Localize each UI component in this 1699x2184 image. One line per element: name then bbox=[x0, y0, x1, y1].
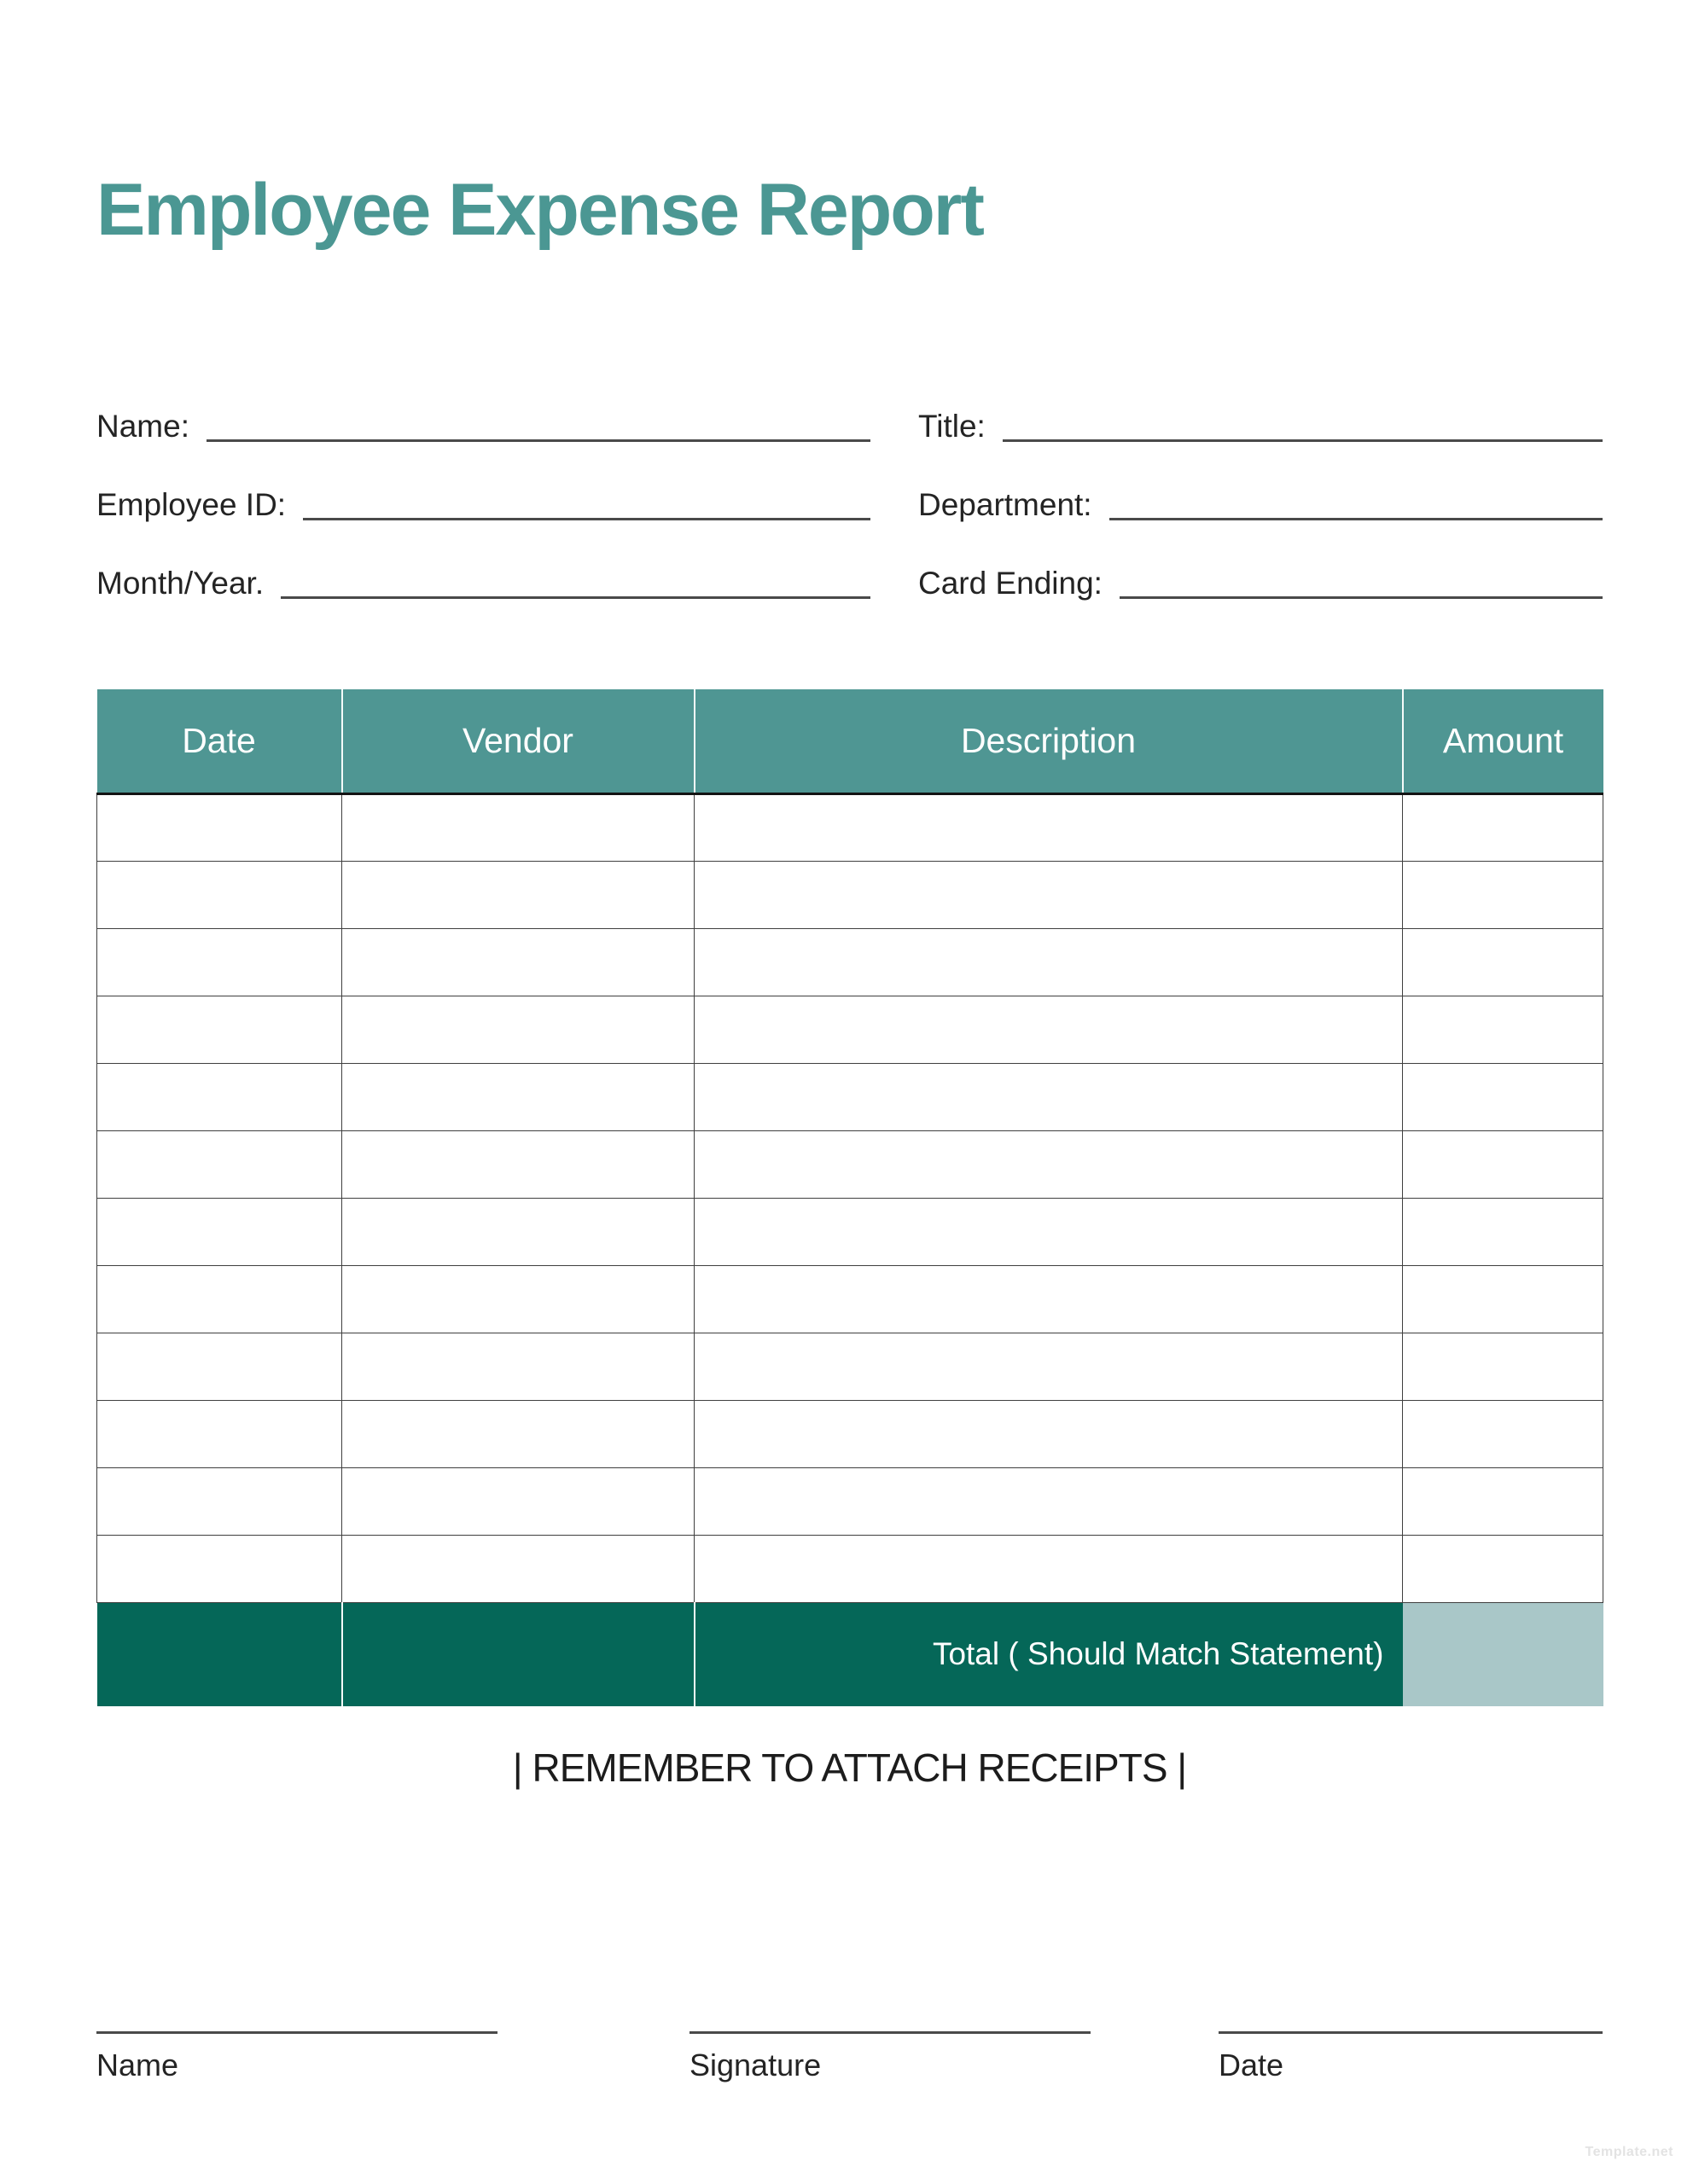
expense-cell[interactable] bbox=[1403, 1467, 1603, 1535]
month-year-label: Month/Year. bbox=[96, 566, 265, 601]
expense-row bbox=[97, 793, 1603, 861]
employee-id-input-line[interactable] bbox=[303, 518, 870, 520]
expense-table-header bbox=[97, 689, 1603, 793]
month-year-field-row bbox=[96, 557, 870, 601]
expense-cell[interactable] bbox=[695, 1063, 1403, 1130]
expense-cell[interactable] bbox=[1403, 996, 1603, 1063]
expense-cell[interactable] bbox=[342, 1063, 695, 1130]
expense-cell[interactable] bbox=[97, 1535, 342, 1602]
expense-cell[interactable] bbox=[1403, 1265, 1603, 1333]
column-header-date: Date bbox=[97, 689, 342, 793]
expense-cell[interactable] bbox=[1403, 793, 1603, 861]
expense-cell[interactable] bbox=[342, 1400, 695, 1467]
expense-row bbox=[97, 1130, 1603, 1198]
expense-row bbox=[97, 1400, 1603, 1467]
expense-row bbox=[97, 928, 1603, 996]
total-label: Total ( Should Match Statement) bbox=[695, 1602, 1403, 1706]
expense-cell[interactable] bbox=[97, 1333, 342, 1400]
expense-cell[interactable] bbox=[695, 1130, 1403, 1198]
expense-cell[interactable] bbox=[695, 793, 1403, 861]
expense-cell[interactable] bbox=[342, 996, 695, 1063]
expense-row bbox=[97, 1333, 1603, 1400]
expense-cell[interactable] bbox=[97, 928, 342, 996]
title-label: Title: bbox=[918, 409, 986, 444]
expense-cell[interactable] bbox=[695, 1333, 1403, 1400]
expense-cell[interactable] bbox=[342, 1333, 695, 1400]
expense-row bbox=[97, 1198, 1603, 1265]
expense-cell[interactable] bbox=[695, 861, 1403, 928]
expense-cell[interactable] bbox=[1403, 1333, 1603, 1400]
expense-cell[interactable] bbox=[1403, 861, 1603, 928]
expense-cell[interactable] bbox=[342, 1130, 695, 1198]
column-header-vendor: Vendor bbox=[342, 689, 695, 793]
expense-cell[interactable] bbox=[342, 1198, 695, 1265]
expense-cell[interactable] bbox=[342, 861, 695, 928]
expense-row bbox=[97, 1063, 1603, 1130]
signature-date-field bbox=[1219, 2031, 1603, 2083]
expense-cell[interactable] bbox=[1403, 1400, 1603, 1467]
total-amount-cell[interactable] bbox=[1403, 1602, 1603, 1706]
footer-date-cell bbox=[97, 1602, 342, 1706]
title-input-line[interactable] bbox=[1003, 439, 1603, 442]
page-title: Employee Expense Report bbox=[96, 169, 983, 251]
signature-name-field bbox=[96, 2031, 497, 2083]
month-year-input-line[interactable] bbox=[281, 596, 870, 599]
name-input-line[interactable] bbox=[207, 439, 870, 442]
name-field-row bbox=[96, 400, 870, 444]
expense-cell[interactable] bbox=[97, 1130, 342, 1198]
expense-row bbox=[97, 1535, 1603, 1602]
expense-cell[interactable] bbox=[342, 1535, 695, 1602]
expense-cell[interactable] bbox=[695, 996, 1403, 1063]
expense-cell[interactable] bbox=[97, 861, 342, 928]
expense-table-footer bbox=[97, 1602, 1603, 1706]
expense-cell[interactable] bbox=[695, 1265, 1403, 1333]
footer-vendor-cell bbox=[342, 1602, 695, 1706]
expense-table-body bbox=[97, 793, 1603, 1602]
expense-cell[interactable] bbox=[342, 1265, 695, 1333]
expense-row bbox=[97, 1265, 1603, 1333]
department-field-row bbox=[918, 479, 1603, 523]
expense-cell[interactable] bbox=[342, 793, 695, 861]
expense-cell[interactable] bbox=[1403, 1130, 1603, 1198]
watermark: Template.net bbox=[1585, 2145, 1673, 2159]
expense-cell[interactable] bbox=[695, 1198, 1403, 1265]
expense-cell[interactable] bbox=[1403, 1063, 1603, 1130]
expense-cell[interactable] bbox=[695, 928, 1403, 996]
signature-sign-field bbox=[689, 2031, 1091, 2083]
signature-section bbox=[96, 2031, 1603, 2083]
employee-id-label: Employee ID: bbox=[96, 487, 287, 523]
card-ending-label: Card Ending: bbox=[918, 566, 1103, 601]
expense-cell[interactable] bbox=[97, 793, 342, 861]
name-label: Name: bbox=[96, 409, 189, 444]
expense-cell[interactable] bbox=[695, 1535, 1403, 1602]
attach-receipts-notice: | REMEMBER TO ATTACH RECEIPTS | bbox=[512, 1745, 1187, 1790]
expense-cell[interactable] bbox=[1403, 1198, 1603, 1265]
expense-row bbox=[97, 996, 1603, 1063]
card-ending-input-line[interactable] bbox=[1120, 596, 1603, 599]
header-form bbox=[96, 400, 1603, 601]
expense-cell[interactable] bbox=[342, 1467, 695, 1535]
department-input-line[interactable] bbox=[1109, 518, 1603, 520]
signature-name-label: Name bbox=[96, 2048, 179, 2082]
expense-table bbox=[96, 689, 1603, 1706]
title-field-row bbox=[918, 400, 1603, 444]
expense-cell[interactable] bbox=[695, 1400, 1403, 1467]
expense-cell[interactable] bbox=[97, 1265, 342, 1333]
expense-cell[interactable] bbox=[97, 1467, 342, 1535]
expense-cell[interactable] bbox=[342, 928, 695, 996]
column-header-description: Description bbox=[695, 689, 1403, 793]
expense-cell[interactable] bbox=[97, 1198, 342, 1265]
form-column-left bbox=[96, 400, 870, 601]
signature-sign-label: Signature bbox=[689, 2048, 822, 2082]
department-label: Department: bbox=[918, 487, 1092, 523]
expense-cell[interactable] bbox=[97, 1063, 342, 1130]
expense-cell[interactable] bbox=[97, 1400, 342, 1467]
expense-cell[interactable] bbox=[1403, 928, 1603, 996]
expense-row bbox=[97, 861, 1603, 928]
signature-date-label: Date bbox=[1219, 2048, 1284, 2082]
employee-id-field-row bbox=[96, 479, 870, 523]
expense-cell[interactable] bbox=[695, 1467, 1403, 1535]
expense-cell[interactable] bbox=[1403, 1535, 1603, 1602]
form-column-right bbox=[918, 400, 1603, 601]
card-ending-field-row bbox=[918, 557, 1603, 601]
expense-cell[interactable] bbox=[97, 996, 342, 1063]
column-header-amount: Amount bbox=[1403, 689, 1603, 793]
expense-row bbox=[97, 1467, 1603, 1535]
